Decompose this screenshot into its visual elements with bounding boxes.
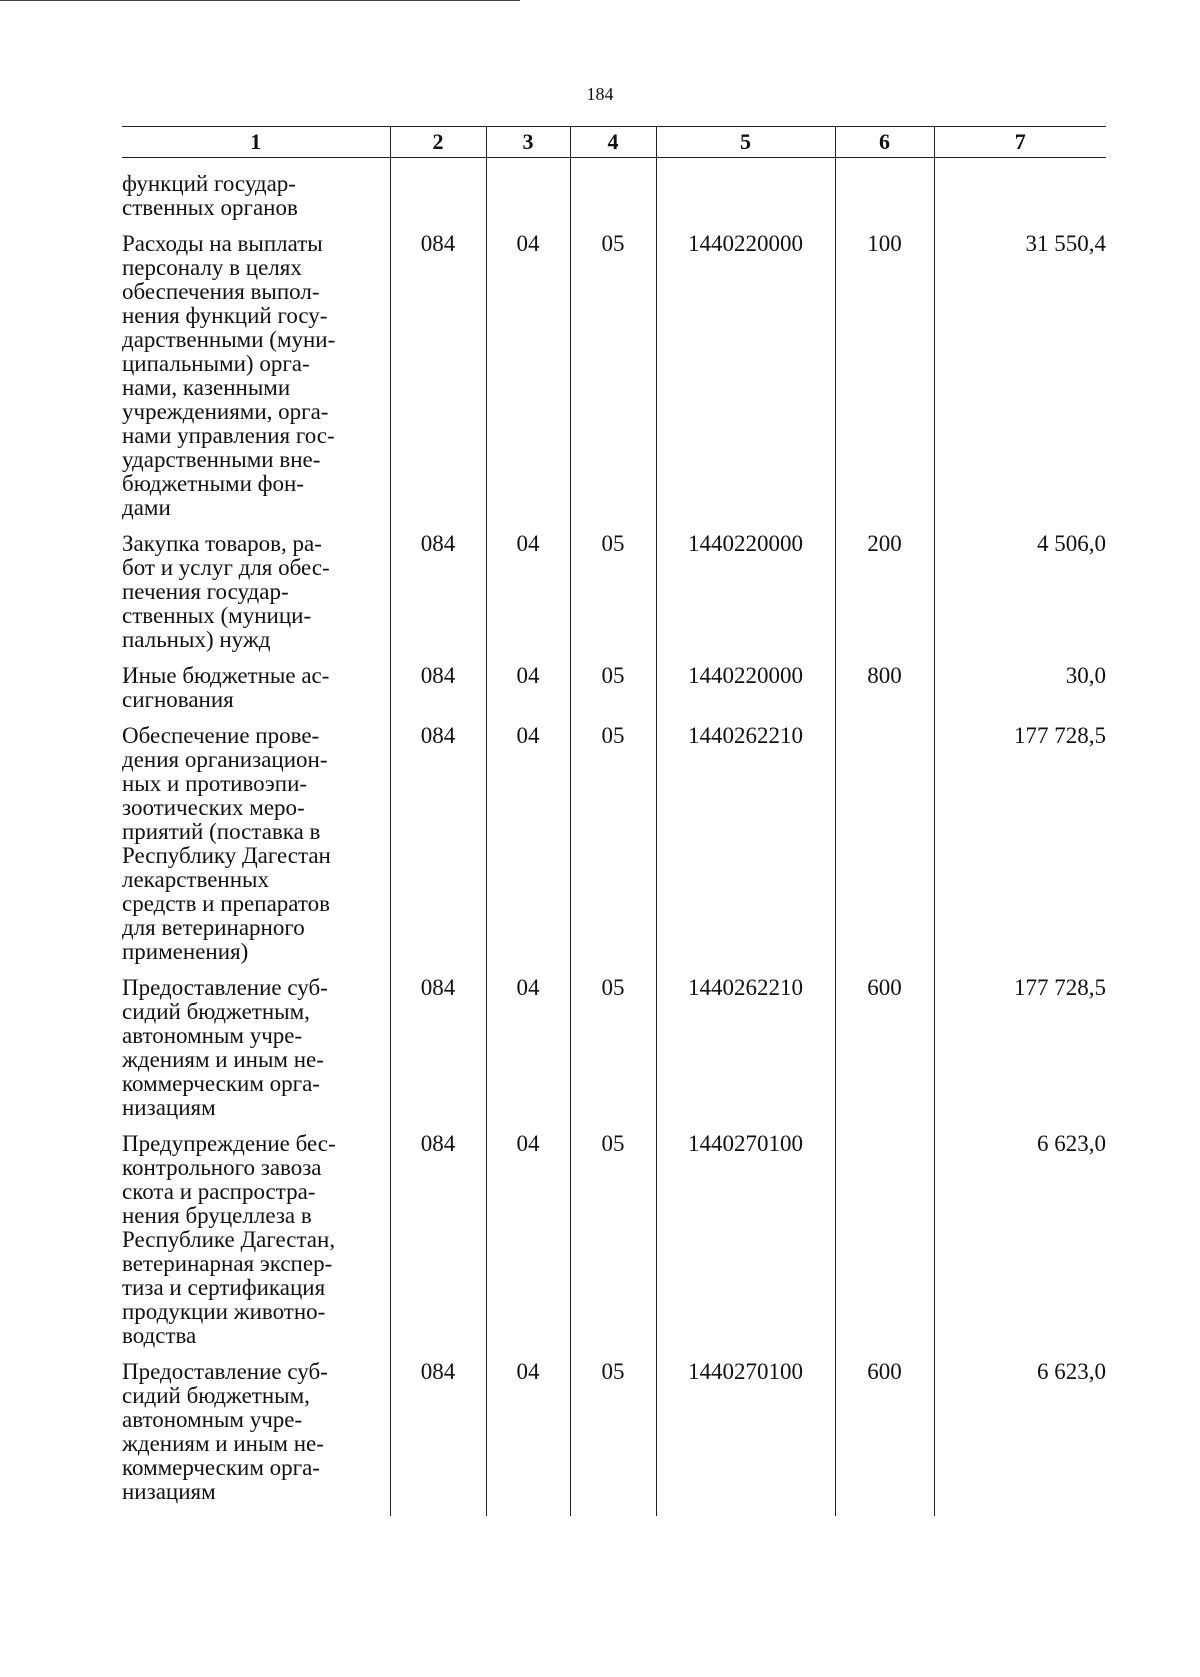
expense-type-cell (835, 724, 934, 976)
target-article-cell: 1440220000 (656, 232, 835, 532)
expense-type-cell: 600 (835, 976, 934, 1132)
column-header: 7 (934, 127, 1106, 158)
target-article-cell: 1440262210 (656, 724, 835, 976)
amount-cell: 31 550,4 (934, 232, 1106, 532)
admin-code-cell: 084 (390, 232, 486, 532)
amount-cell: 30,0 (934, 664, 1106, 724)
column-header: 4 (570, 127, 656, 158)
scan-edge-line (0, 0, 520, 1)
expense-type-cell: 100 (835, 232, 934, 532)
expense-type-cell (835, 172, 934, 232)
column-header: 6 (835, 127, 934, 158)
admin-code-cell: 084 (390, 532, 486, 664)
admin-code-cell: 084 (390, 1360, 486, 1516)
table-row (122, 232, 1106, 532)
admin-code-cell: 084 (390, 1132, 486, 1360)
amount-cell: 6 623,0 (934, 1132, 1106, 1360)
subsection-cell: 05 (570, 1132, 656, 1360)
admin-code-cell: 084 (390, 724, 486, 976)
table-row (122, 1132, 1106, 1360)
section-cell: 04 (486, 532, 570, 664)
amount-cell: 177 728,5 (934, 976, 1106, 1132)
row-description: Предоставление суб- сидий бюджетным, автономным учре- ждениям и иным не- коммерческим орга- низациям (122, 1359, 328, 1504)
admin-code-cell: 084 (390, 664, 486, 724)
target-article-cell: 1440270100 (656, 1132, 835, 1360)
admin-code-cell: 084 (390, 976, 486, 1132)
target-article-cell: 1440220000 (656, 664, 835, 724)
row-description: Расходы на выплаты персоналу в целях обеспечения выпол- нения функций госу- дарственными (муни- ципальными) орга- нами, казенными учреждениями, орга- нами управления гос- ударственными вне- бюджетными фон- дами (122, 231, 336, 520)
admin-code-cell (390, 172, 486, 232)
subsection-cell: 05 (570, 724, 656, 976)
section-cell: 04 (486, 1132, 570, 1360)
column-header: 5 (656, 127, 835, 158)
subsection-cell (570, 172, 656, 232)
spacer-row (122, 158, 1106, 173)
target-article-cell (656, 172, 835, 232)
amount-cell: 4 506,0 (934, 532, 1106, 664)
subsection-cell: 05 (570, 1360, 656, 1516)
expense-type-cell (835, 1132, 934, 1360)
expense-type-cell: 200 (835, 532, 934, 664)
section-cell: 04 (486, 664, 570, 724)
target-article-cell: 1440262210 (656, 976, 835, 1132)
table-row (122, 724, 1106, 976)
table-row (122, 532, 1106, 664)
row-description: функций государ- ственных органов (122, 171, 298, 220)
table-row (122, 664, 1106, 724)
table-row (122, 976, 1106, 1132)
section-cell: 04 (486, 1360, 570, 1516)
row-description: Обеспечение прове- дения организацион- ных и противоэпи- зоотических меро- приятий (поставка в Республику Дагестан лекарственных средств и препаратов для ветеринарного применения) (122, 723, 331, 964)
column-header: 2 (390, 127, 486, 158)
row-description: Иные бюджетные ас- сигнования (122, 663, 330, 712)
expense-type-cell: 600 (835, 1360, 934, 1516)
section-cell: 04 (486, 724, 570, 976)
amount-cell: 6 623,0 (934, 1360, 1106, 1516)
budget-table (122, 126, 1106, 1516)
target-article-cell: 1440270100 (656, 1360, 835, 1516)
header-row (122, 127, 1106, 158)
page-number: 184 (586, 84, 614, 104)
row-description: Предоставление суб- сидий бюджетным, автономным учре- ждениям и иным не- коммерческим орга- низациям (122, 975, 328, 1120)
column-header: 1 (122, 127, 390, 158)
expense-type-cell: 800 (835, 664, 934, 724)
section-cell (486, 172, 570, 232)
amount-cell (934, 172, 1106, 232)
table-row (122, 1360, 1106, 1516)
row-description: Закупка товаров, ра- бот и услуг для обес- печения государ- ственных (муници- пальных) нужд (122, 531, 330, 652)
subsection-cell: 05 (570, 232, 656, 532)
table-row (122, 172, 1106, 232)
row-description: Предупреждение бес- контрольного завоза скота и распростра- нения бруцеллеза в Республике Дагестан, ветеринарная экспер- тиза и сертификация продукции животно- водства (122, 1131, 336, 1348)
subsection-cell: 05 (570, 664, 656, 724)
column-header: 3 (486, 127, 570, 158)
subsection-cell: 05 (570, 532, 656, 664)
target-article-cell: 1440220000 (656, 532, 835, 664)
amount-cell: 177 728,5 (934, 724, 1106, 976)
section-cell: 04 (486, 232, 570, 532)
subsection-cell: 05 (570, 976, 656, 1132)
section-cell: 04 (486, 976, 570, 1132)
